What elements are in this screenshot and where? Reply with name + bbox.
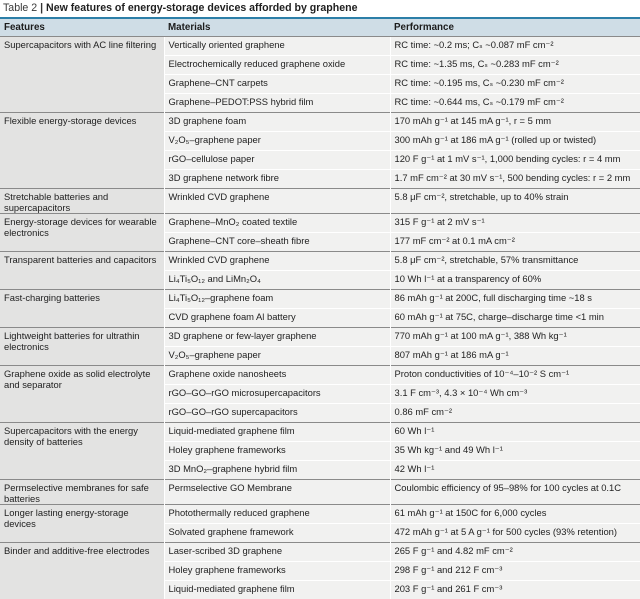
table-row: [0, 328, 640, 347]
performance-cell: 60 Wh l⁻¹: [390, 423, 640, 442]
caption-title: New features of energy-storage devices afforded by graphene: [46, 2, 357, 14]
material-cell: Holey graphene frameworks: [164, 442, 390, 461]
table-row: [0, 480, 640, 505]
material-cell: rGO–GO–rGO microsupercapacitors: [164, 385, 390, 404]
feature-cell: Flexible energy-storage devices: [0, 113, 164, 189]
material-cell: Graphene–CNT core–sheath fibre: [164, 233, 390, 252]
material-cell: Permselective GO Membrane: [164, 480, 390, 505]
header-performance: Performance: [390, 19, 640, 37]
performance-cell: 42 Wh l⁻¹: [390, 461, 640, 480]
material-cell: 3D graphene foam: [164, 113, 390, 132]
table-row: [0, 505, 640, 524]
table-row: [0, 113, 640, 132]
performance-cell: 298 F g⁻¹ and 212 F cm⁻³: [390, 562, 640, 581]
feature-cell: Fast-charging batteries: [0, 290, 164, 328]
material-cell: V₂O₅–graphene paper: [164, 347, 390, 366]
header-features: Features: [0, 19, 164, 37]
material-cell: CVD graphene foam Al battery: [164, 309, 390, 328]
feature-cell: Permselective membranes for safe batteries: [0, 480, 164, 505]
performance-cell: 61 mAh g⁻¹ at 150C for 6,000 cycles: [390, 505, 640, 524]
performance-cell: 0.86 mF cm⁻²: [390, 404, 640, 423]
table-caption: [0, 0, 640, 19]
performance-cell: 86 mAh g⁻¹ at 200C, full discharging time ~18 s: [390, 290, 640, 309]
material-cell: Wrinkled CVD graphene: [164, 252, 390, 271]
material-cell: 3D MnO₂–graphene hybrid film: [164, 461, 390, 480]
material-cell: rGO–GO–rGO supercapacitors: [164, 404, 390, 423]
performance-cell: RC time: ~0.644 ms, Cₛ ~0.179 mF cm⁻²: [390, 94, 640, 113]
table-row: [0, 290, 640, 309]
table-row: [0, 543, 640, 562]
feature-cell: Longer lasting energy-storage devices: [0, 505, 164, 543]
material-cell: Photothermally reduced graphene: [164, 505, 390, 524]
performance-cell: 770 mAh g⁻¹ at 100 mA g⁻¹, 388 Wh kg⁻¹: [390, 328, 640, 347]
table-row: [0, 189, 640, 214]
material-cell: Solvated graphene framework: [164, 524, 390, 543]
performance-cell: Proton conductivities of 10⁻⁴–10⁻² S cm⁻¹: [390, 366, 640, 385]
material-cell: Graphene–PEDOT:PSS hybrid film: [164, 94, 390, 113]
feature-cell: Binder and additive-free electrodes: [0, 543, 164, 599]
table-row: [0, 366, 640, 385]
performance-cell: 35 Wh kg⁻¹ and 49 Wh l⁻¹: [390, 442, 640, 461]
performance-cell: 807 mAh g⁻¹ at 186 mA g⁻¹: [390, 347, 640, 366]
material-cell: Graphene–CNT carpets: [164, 75, 390, 94]
table-row: [0, 214, 640, 233]
feature-cell: Supercapacitors with AC line filtering: [0, 37, 164, 113]
material-cell: Graphene–MnO₂ coated textile: [164, 214, 390, 233]
material-cell: Liquid-mediated graphene film: [164, 423, 390, 442]
performance-cell: 3.1 F cm⁻³, 4.3 × 10⁻⁴ Wh cm⁻³: [390, 385, 640, 404]
performance-cell: 203 F g⁻¹ and 261 F cm⁻³: [390, 581, 640, 599]
performance-cell: 5.8 μF cm⁻², stretchable, 57% transmittance: [390, 252, 640, 271]
table-row: [0, 252, 640, 271]
performance-cell: RC time: ~1.35 ms, Cₛ ~0.283 mF cm⁻²: [390, 56, 640, 75]
caption-label: Table 2: [3, 2, 37, 14]
material-cell: Li₄Ti₅O₁₂ and LiMn₂O₄: [164, 271, 390, 290]
performance-cell: Coulombic efficiency of 95–98% for 100 cycles at 0.1C: [390, 480, 640, 505]
table-body: [0, 37, 640, 599]
performance-cell: 10 Wh l⁻¹ at a transparency of 60%: [390, 271, 640, 290]
performance-cell: 472 mAh g⁻¹ at 5 A g⁻¹ for 500 cycles (93% retention): [390, 524, 640, 543]
material-cell: Wrinkled CVD graphene: [164, 189, 390, 214]
material-cell: 3D graphene or few-layer graphene: [164, 328, 390, 347]
table-row: [0, 37, 640, 56]
material-cell: Holey graphene frameworks: [164, 562, 390, 581]
performance-cell: 265 F g⁻¹ and 4.82 mF cm⁻²: [390, 543, 640, 562]
performance-cell: 120 F g⁻¹ at 1 mV s⁻¹, 1,000 bending cycles: r = 4 mm: [390, 151, 640, 170]
feature-cell: Energy-storage devices for wearable electronics: [0, 214, 164, 252]
caption-separator: |: [40, 2, 43, 14]
feature-cell: Transparent batteries and capacitors: [0, 252, 164, 290]
material-cell: Laser-scribed 3D graphene: [164, 543, 390, 562]
performance-cell: 170 mAh g⁻¹ at 145 mA g⁻¹, r = 5 mm: [390, 113, 640, 132]
material-cell: Li₄Ti₅O₁₂–graphene foam: [164, 290, 390, 309]
material-cell: Vertically oriented graphene: [164, 37, 390, 56]
performance-cell: 5.8 μF cm⁻², stretchable, up to 40% strain: [390, 189, 640, 214]
performance-cell: RC time: ~0.195 ms, Cₛ ~0.230 mF cm⁻²: [390, 75, 640, 94]
performance-cell: 300 mAh g⁻¹ at 186 mA g⁻¹ (rolled up or twisted): [390, 132, 640, 151]
material-cell: Liquid-mediated graphene film: [164, 581, 390, 599]
feature-cell: Lightweight batteries for ultrathin electronics: [0, 328, 164, 366]
header-materials: Materials: [164, 19, 390, 37]
performance-cell: 60 mAh g⁻¹ at 75C, charge–discharge time <1 min: [390, 309, 640, 328]
performance-cell: 177 mF cm⁻² at 0.1 mA cm⁻²: [390, 233, 640, 252]
performance-cell: RC time: ~0.2 ms; Cₛ ~0.087 mF cm⁻²: [390, 37, 640, 56]
performance-cell: 1.7 mF cm⁻² at 30 mV s⁻¹, 500 bending cycles: r = 2 mm: [390, 170, 640, 189]
feature-cell: Stretchable batteries and supercapacitors: [0, 189, 164, 214]
feature-cell: Graphene oxide as solid electrolyte and separator: [0, 366, 164, 423]
table-row: [0, 423, 640, 442]
material-cell: V₂O₅–graphene paper: [164, 132, 390, 151]
features-table: [0, 19, 640, 599]
material-cell: rGO–cellulose paper: [164, 151, 390, 170]
material-cell: Electrochemically reduced graphene oxide: [164, 56, 390, 75]
performance-cell: 315 F g⁻¹ at 2 mV s⁻¹: [390, 214, 640, 233]
material-cell: 3D graphene network fibre: [164, 170, 390, 189]
material-cell: Graphene oxide nanosheets: [164, 366, 390, 385]
feature-cell: Supercapacitors with the energy density of batteries: [0, 423, 164, 480]
table-header-row: [0, 19, 640, 37]
